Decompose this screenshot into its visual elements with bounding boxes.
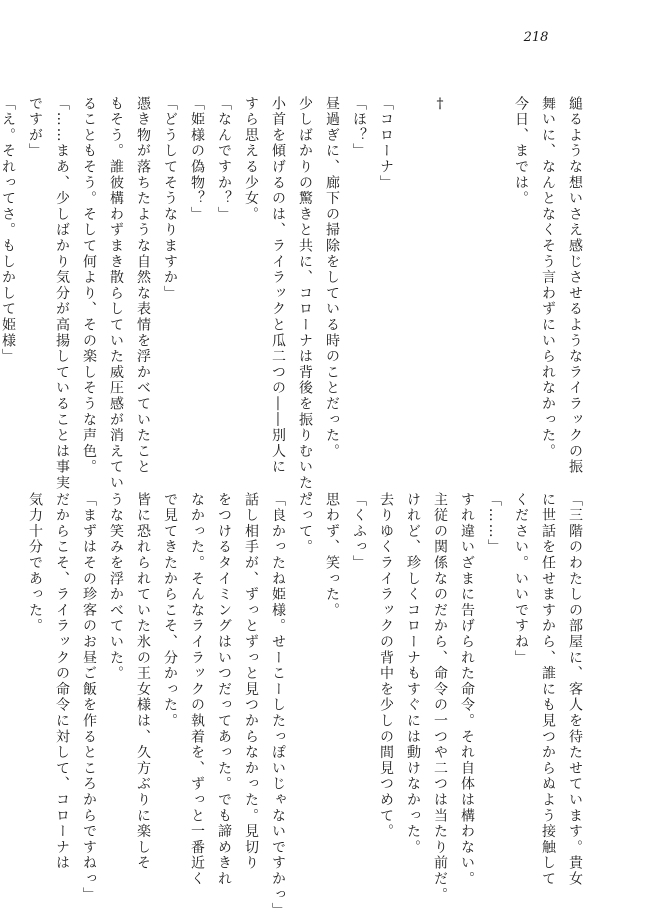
text-column: もそう。誰彼構わずまき散らしていた威圧感が消えてい	[108, 96, 124, 491]
text-column: ですが」	[27, 96, 43, 160]
text-column: 「なんですか？」	[216, 96, 232, 223]
text-column: 去りゆくライラックの背中を少しの間見つめて。	[378, 492, 394, 840]
text-column: 主従の関係なのだから、命令の一つや二つは当たり前だ。	[432, 492, 448, 903]
text-column: すれ違いざまに告げられた命令。それ自体は構わない。	[459, 492, 475, 887]
text-column: 「まずはその珍客のお昼ご飯を作るところからですねっ」	[81, 492, 97, 903]
text-column: だからこそ、ライラックの命令に対して、コローナは	[54, 492, 70, 872]
text-column: 「どうしてそうなりますか」	[162, 96, 178, 302]
text-column: 皆に恐れられていた氷の王女様は、久方ぶりに楽しそ	[135, 492, 151, 872]
text-column: ください。いいですね」	[513, 492, 529, 666]
text-column: 思わず、笑った。	[324, 492, 340, 619]
lower-text-block	[21, 492, 588, 919]
text-column: うな笑みを浮かべていた。	[108, 492, 124, 682]
text-column: をつけるタイミングはいつだってあった。でも諦めきれ	[216, 492, 232, 887]
text-column: に世話を任せますから、誰にも見つからぬよう接触して	[540, 492, 556, 887]
text-column: ることもそう。そして何より、その楽しそうな声色。	[81, 96, 97, 476]
text-column: 「くふっ」	[351, 492, 367, 571]
text-column: 話し相手が、ずっとずっと見つからなかった。見切り	[243, 492, 259, 872]
text-column: 気力十分であった。	[27, 492, 43, 635]
text-column: 「コローナ」	[378, 96, 394, 191]
upper-text-block	[0, 96, 588, 507]
text-column: 「三階のわたしの部屋に、客人を待たせています。貴女	[567, 492, 583, 887]
text-column: 「姫様の偽物？」	[189, 96, 205, 223]
text-column	[399, 96, 426, 476]
text-column: だって。	[297, 492, 313, 556]
text-column: 小首を傾げるのは、ライラックと瓜二つの――別人に	[270, 96, 286, 476]
text-column: 昼過ぎに、廊下の掃除をしている時のことだった。	[324, 96, 340, 460]
text-column: 憑き物が落ちたような自然な表情を浮かべていたこと	[135, 96, 151, 476]
text-column: 「……」	[486, 492, 502, 556]
text-column: で見てきたからこそ、分かった。	[162, 492, 178, 729]
text-column: 「ほ？」	[351, 96, 367, 160]
text-column: なかった。そんなライラックの執着を、ずっと一番近く	[189, 492, 205, 887]
text-column	[453, 96, 480, 476]
text-column: 少しばかりの驚きと共に、コローナは背後を振りむいた。	[297, 96, 313, 507]
text-column: 「え。それってさ。もしかして姫様」	[0, 96, 16, 365]
text-column: けれど、珍しくコローナもすぐには動けなかった。	[405, 492, 421, 856]
text-column	[480, 96, 507, 476]
text-column: 「……まあ、少しばかり気分が高揚していることは事実	[54, 96, 70, 491]
text-column: 今日、までは。	[513, 96, 529, 207]
text-column: 縋るような想いさえ感じさせるようなライラックの振	[567, 96, 583, 476]
text-column: 舞いに、なんとなくそう言わずにいられなかった。	[540, 96, 556, 460]
text-column: 「良かったね姫様。せーこーしたっぽいじゃないですかっ」	[270, 492, 286, 919]
page-number: 218	[523, 30, 549, 45]
text-column: すら思える少女。	[243, 96, 259, 223]
text-column: †	[432, 96, 448, 114]
